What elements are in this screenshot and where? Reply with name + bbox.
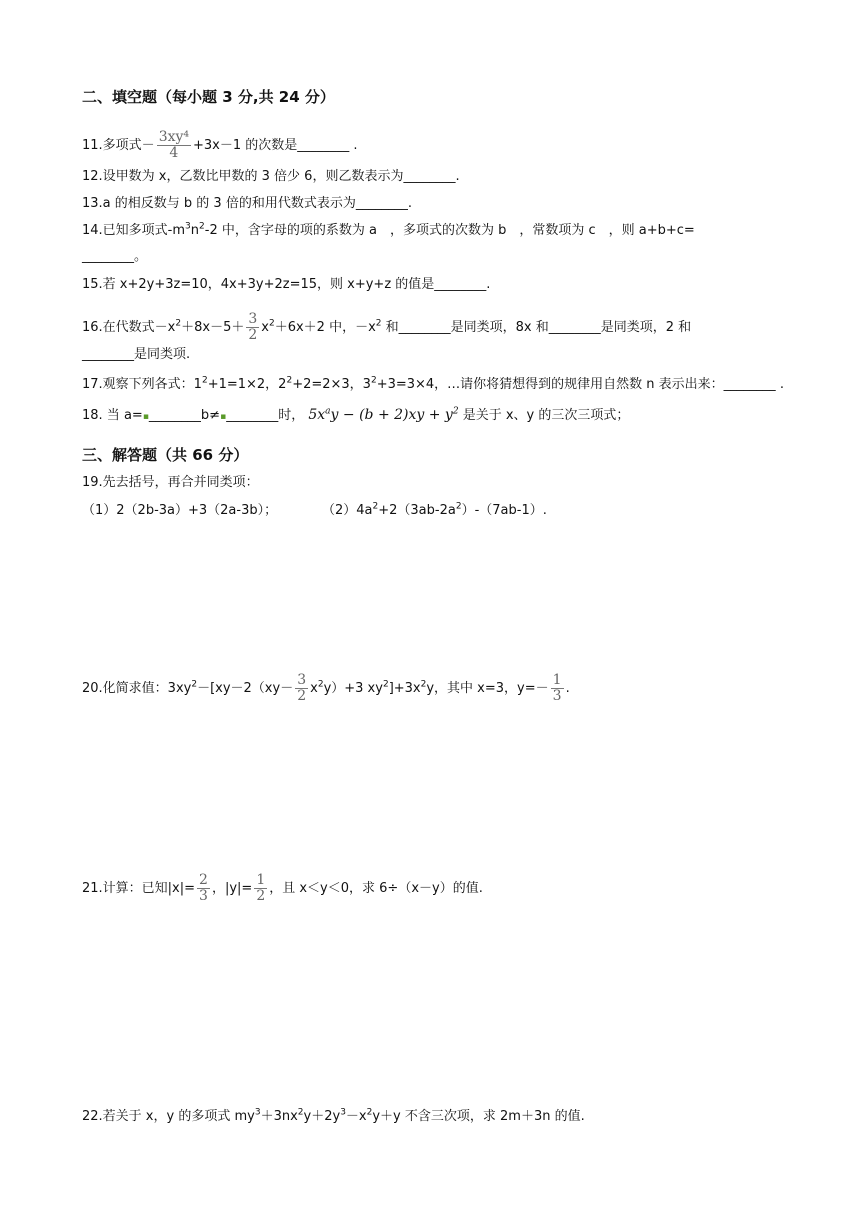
q17-sup3: 2	[370, 375, 377, 386]
q14-sup1: 3	[185, 221, 191, 232]
q16-frac-num: 3	[248, 311, 258, 327]
q19-item2-sup2: 2	[455, 501, 462, 512]
q22-part4: －x	[345, 1109, 367, 1124]
question-14	[82, 222, 695, 240]
q17-sup2: 2	[286, 375, 293, 386]
q18-expr-b: y − (b + 2)xy + y	[330, 407, 453, 423]
question-15: 15.若 x+2y+3z=10，4x+3y+2z=15，则 x+y+z 的值是________.	[82, 277, 491, 292]
q16-sup4: 2	[375, 318, 382, 329]
q20-part5: ]+3x	[388, 681, 421, 696]
q18-marker-dot-1: ▪	[142, 412, 149, 422]
q18-expression	[308, 407, 458, 423]
q19-item2-c: ）-（7ab-1）.	[461, 503, 547, 518]
q11-fraction	[157, 130, 191, 161]
q20-sup3: 2	[317, 679, 324, 690]
q20-sup4: 2	[382, 679, 389, 690]
q21-frac1-num: 2	[199, 872, 208, 888]
q20-part4: y）+3 xy	[323, 681, 383, 696]
q22-sup4: 2	[366, 1107, 373, 1118]
question-17	[82, 376, 784, 394]
q14-part1: 14.已知多项式-m	[82, 223, 186, 238]
q19-item2-b: +2（3ab-2a	[378, 503, 456, 518]
q16-part1: 16.在代数式－x	[82, 320, 176, 335]
question-11	[82, 130, 358, 161]
q20-frac1-num: 3	[297, 672, 307, 688]
question-19-item-1: （1）2（2b-3a）+3（2a-3b）；	[82, 503, 278, 518]
q22-sup1: 3	[254, 1107, 261, 1118]
q22-sup3: 3	[340, 1107, 346, 1118]
q21-fraction-2	[254, 873, 267, 904]
q17-sup1: 2	[201, 375, 208, 386]
q22-sup2: 2	[297, 1107, 304, 1118]
question-16-line2: ________是同类项.	[82, 347, 191, 362]
question-18	[82, 406, 629, 426]
q14-sup2: 2	[199, 221, 205, 232]
q18-part2: ________b≠	[148, 408, 221, 423]
q20-part3: x	[310, 681, 318, 696]
q14-part3: -2 中，含字母的项的系数为 a ，多项式的次数为 b ，常数项为 c ，则 a+b+c=	[204, 223, 695, 238]
q20-part1: 20.化简求值：3xy	[82, 681, 192, 696]
q16-frac-den: 2	[248, 327, 258, 343]
q20-frac1-den: 2	[297, 688, 307, 704]
q20-frac2-num: 1	[552, 672, 562, 688]
q21-frac2-den: 2	[256, 888, 266, 904]
q16-part4: ＋6x＋2 中，－x	[274, 320, 376, 335]
section-title-answers: 三、解答题（共 66 分）	[82, 446, 249, 464]
q21-fraction-1	[197, 873, 210, 904]
q20-sup1: 2	[191, 679, 198, 690]
q11-frac-den: 4	[169, 145, 179, 161]
q17-part2: +1=1×2，2	[207, 377, 287, 392]
q22-part1: 22.若关于 x，y 的多项式 my	[82, 1109, 255, 1124]
q18-part4: 是关于 x、y 的三次三项式；	[458, 408, 630, 423]
q16-part2: ＋8x－5＋	[181, 320, 245, 335]
q17-part1: 17.观察下列各式：1	[82, 377, 202, 392]
q18-part3: ________时，	[226, 408, 305, 423]
q22-part3: y＋2y	[303, 1109, 341, 1124]
q11-prefix: 11.多项式－	[82, 138, 155, 153]
q19-item2-a: （2）4a	[322, 503, 373, 518]
q18-marker-dot-2: ▪	[220, 412, 227, 422]
q21-frac1-den: 3	[199, 888, 208, 904]
section-title-fill-in: 二、填空题（每小题 3 分,共 24 分）	[82, 88, 335, 106]
q16-sup3: 2	[268, 318, 275, 329]
q20-part6: y，其中 x=3，y=－	[426, 681, 549, 696]
q16-part5: 和________是同类项，8x 和________是同类项，2 和	[381, 320, 692, 335]
q18-part1: 18. 当 a=	[82, 408, 143, 423]
question-22	[82, 1108, 585, 1126]
q22-part2: ＋3nx	[260, 1109, 298, 1124]
q14-part2: n	[190, 223, 200, 238]
question-21	[82, 873, 483, 904]
q18-expr-sup-b: 2	[452, 406, 459, 417]
q22-part5: y＋y 不含三次项，求 2m＋3n 的值.	[372, 1109, 585, 1124]
q20-fraction-2	[551, 673, 564, 704]
question-12: 12.设甲数为 x，乙数比甲数的 3 倍少 6，则乙数表示为________.	[82, 169, 460, 184]
q16-sup1: 2	[175, 318, 182, 329]
q17-part4: +3=3×4，…请你将猜想得到的规律用自然数 n 表示出来：________ .	[376, 377, 784, 392]
q11-suffix: +3x－1 的次数是________ .	[193, 138, 358, 153]
question-13: 13.a 的相反数与 b 的 3 倍的和用代数式表示为________.	[82, 196, 412, 211]
q21-part1: 21.计算：已知|x|=	[82, 881, 196, 896]
q20-part2: －[xy－2（xy－	[197, 681, 294, 696]
question-16	[82, 312, 691, 343]
q20-sup5: 2	[420, 679, 427, 690]
question-14-line2: ________。	[82, 249, 148, 264]
q20-part7: .	[565, 681, 570, 696]
question-19: 19.先去括号，再合并同类项：	[82, 475, 259, 490]
q21-part2: ，|y|=	[211, 881, 253, 896]
q20-frac2-den: 3	[552, 688, 562, 704]
q16-part3: x	[261, 320, 269, 335]
q21-part3: ，且 x＜y＜0，求 6÷（x－y）的值.	[269, 881, 483, 896]
q21-frac2-num: 1	[256, 872, 266, 888]
q17-part3: +2=2×3，3	[292, 377, 371, 392]
q20-fraction-1	[295, 673, 308, 704]
q19-item2-sup1: 2	[372, 501, 379, 512]
q18-expr-sup-a: a	[325, 406, 331, 417]
q11-frac-num: 3xy⁴	[158, 129, 190, 145]
question-19-item-2	[322, 502, 547, 520]
question-20	[82, 673, 570, 704]
q18-expr-a: 5x	[308, 407, 326, 423]
q16-fraction	[246, 312, 259, 343]
